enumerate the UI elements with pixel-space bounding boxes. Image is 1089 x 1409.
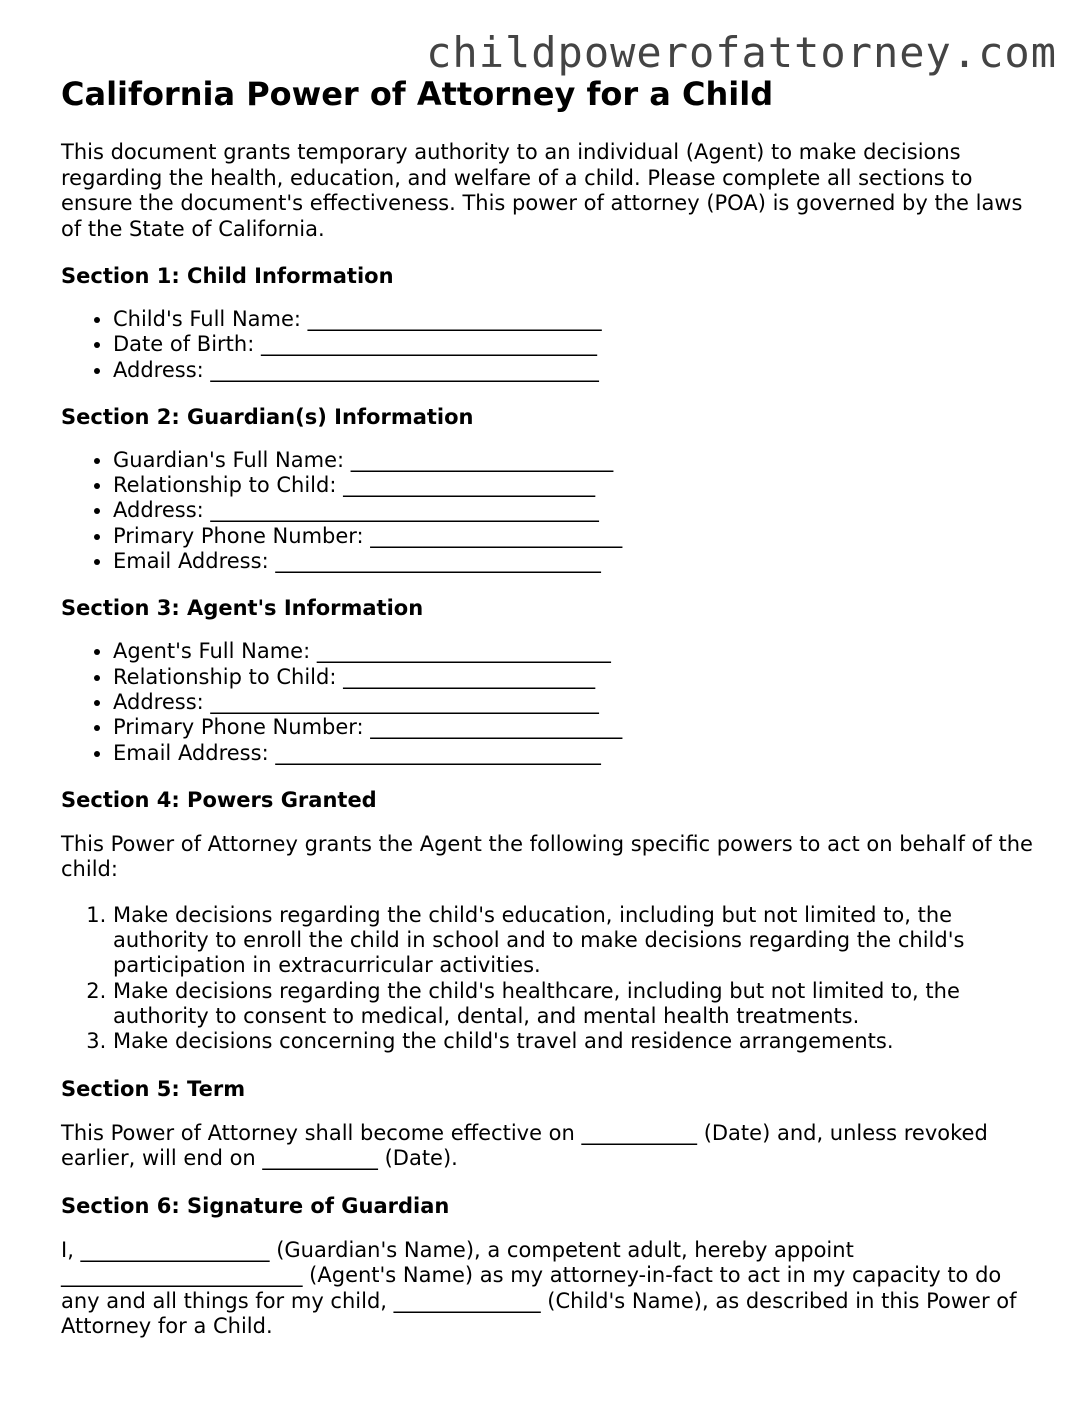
power-item-education: 1. Make decisions regarding the child's education, including but not limited to, the authority to enroll the child in school and to make decisions regarding the child's participation in extracurricular activities.	[113, 903, 1036, 979]
section-3-list	[61, 639, 1036, 765]
child-full-name-field: • Child's Full Name: ____________________________	[113, 307, 1036, 332]
guardian-email-field: • Email Address: _______________________________	[113, 549, 1036, 574]
guardian-phone-field: • Primary Phone Number: ________________________	[113, 524, 1036, 549]
power-item-travel: 3. Make decisions concerning the child's travel and residence arrangements.	[113, 1029, 1036, 1054]
agent-phone-field: • Primary Phone Number: ________________________	[113, 715, 1036, 740]
guardian-full-name-field: • Guardian's Full Name: _________________________	[113, 448, 1036, 473]
watermark: childpowerofattorney.com	[426, 28, 1057, 77]
intro-paragraph: This document grants temporary authority to an individual (Agent) to make decisions regarding the health, education, and welfare of a child. Please complete all sections to ensure the document's effectiveness. This power of attorney (POA) is governed by the laws of the State of California.	[61, 140, 1023, 241]
term-paragraph: This Power of Attorney shall become effective on ___________ (Date) and, unless revoked earlier, will end on ___________ (Date).	[61, 1120, 988, 1171]
section-6-heading: Section 6: Signature of Guardian	[61, 1193, 450, 1218]
guardian-address-field: • Address: _____________________________________	[113, 498, 1036, 523]
section-4-intro: This Power of Attorney grants the Agent the following specific powers to act on behalf of the child:	[61, 831, 1033, 882]
agent-relationship-field: • Relationship to Child: ________________________	[113, 665, 1036, 690]
document-page	[61, 72, 1036, 1340]
powers-list	[61, 903, 1036, 1055]
child-address-field: • Address: _____________________________________	[113, 358, 1036, 383]
agent-address-field: • Address: _____________________________________	[113, 690, 1036, 715]
document-title: California Power of Attorney for a Child	[61, 75, 774, 113]
section-4-heading: Section 4: Powers Granted	[61, 787, 377, 812]
section-3-heading: Section 3: Agent's Information	[61, 596, 424, 621]
section-2-list	[61, 448, 1036, 574]
agent-full-name-field: • Agent's Full Name: ____________________________	[113, 639, 1036, 664]
section-2-heading: Section 2: Guardian(s) Information	[61, 404, 474, 429]
section-1-heading: Section 1: Child Information	[61, 264, 394, 288]
signature-paragraph: I, __________________ (Guardian's Name), a competent adult, hereby appoint _______________________ (Agent's Name) as my attorney-in-fact to act in my capacity to do any and all things for my child, ______________ (Child's Name), as described in this Power of Attorney for a Child.	[61, 1237, 1017, 1339]
agent-email-field: • Email Address: _______________________________	[113, 741, 1036, 766]
section-5-heading: Section 5: Term	[61, 1076, 246, 1101]
child-date-of-birth-field: • Date of Birth: ________________________________	[113, 332, 1036, 357]
section-1-list	[61, 307, 1036, 383]
guardian-relationship-field: • Relationship to Child: ________________________	[113, 473, 1036, 498]
power-item-healthcare: 2. Make decisions regarding the child's healthcare, including but not limited to, the authority to consent to medical, dental, and mental health treatments.	[113, 979, 1036, 1030]
